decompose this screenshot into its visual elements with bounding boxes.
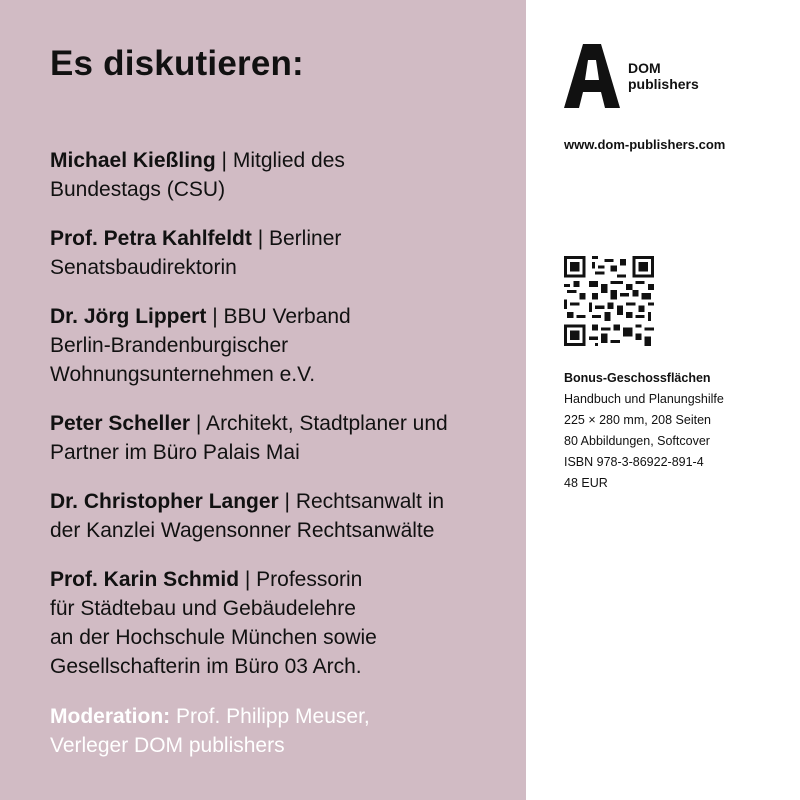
moderation-text: Prof. Philipp Meuser, Verleger DOM publishers xyxy=(50,705,370,757)
speaker-item xyxy=(50,409,510,467)
speaker-role: | Professorin für Städtebau und Gebäudelehre an der Hochschule München sowie Gesellschafterin im Büro 03 Arch. xyxy=(50,568,377,678)
speaker-name: Dr. Jörg Lippert xyxy=(50,305,207,328)
logo-text: DOM publishers xyxy=(628,60,699,92)
page-title: Es diskutieren: xyxy=(50,44,304,83)
book-title: Bonus-Geschossflächen xyxy=(564,371,711,385)
book-info xyxy=(564,368,724,494)
speaker-list xyxy=(50,146,510,701)
speaker-item xyxy=(50,302,510,389)
website-link[interactable]: www.dom-publishers.com xyxy=(564,137,726,152)
qr-code-icon xyxy=(564,256,654,346)
speaker-name: Dr. Christopher Langer xyxy=(50,490,279,513)
speaker-name: Michael Kießling xyxy=(50,149,216,172)
speaker-item xyxy=(50,146,510,204)
book-detail: 48 EUR xyxy=(564,476,608,490)
dom-logo-icon xyxy=(564,44,620,108)
publisher-panel xyxy=(526,0,800,800)
book-detail: 80 Abbildungen, Softcover xyxy=(564,434,710,448)
speaker-role: | Rechtsanwalt in der Kanzlei Wagensonner Rechtsanwälte xyxy=(50,490,445,542)
moderation-label: Moderation: xyxy=(50,705,171,728)
book-detail: Handbuch und Planungshilfe xyxy=(564,392,724,406)
book-detail: 225 × 280 mm, 208 Seiten xyxy=(564,413,711,427)
publisher-logo xyxy=(564,44,699,108)
speaker-name: Prof. Petra Kahlfeldt xyxy=(50,227,252,250)
speaker-item xyxy=(50,565,510,681)
speaker-item xyxy=(50,487,510,545)
speaker-role: | Mitglied des Bundestags (CSU) xyxy=(50,149,345,201)
book-detail: ISBN 978-3-86922-891-4 xyxy=(564,455,704,469)
speaker-name: Prof. Karin Schmid xyxy=(50,568,240,591)
speaker-role: | Berliner Senatsbaudirektorin xyxy=(50,227,342,279)
speaker-role: | Architekt, Stadtplaner und Partner im Büro Palais Mai xyxy=(50,412,448,464)
speaker-name: Peter Scheller xyxy=(50,412,191,435)
speaker-role: | BBU Verband Berlin-Brandenburgischer Wohnungsunternehmen e.V. xyxy=(50,305,351,386)
speaker-item xyxy=(50,224,510,282)
moderation-info xyxy=(50,702,510,760)
